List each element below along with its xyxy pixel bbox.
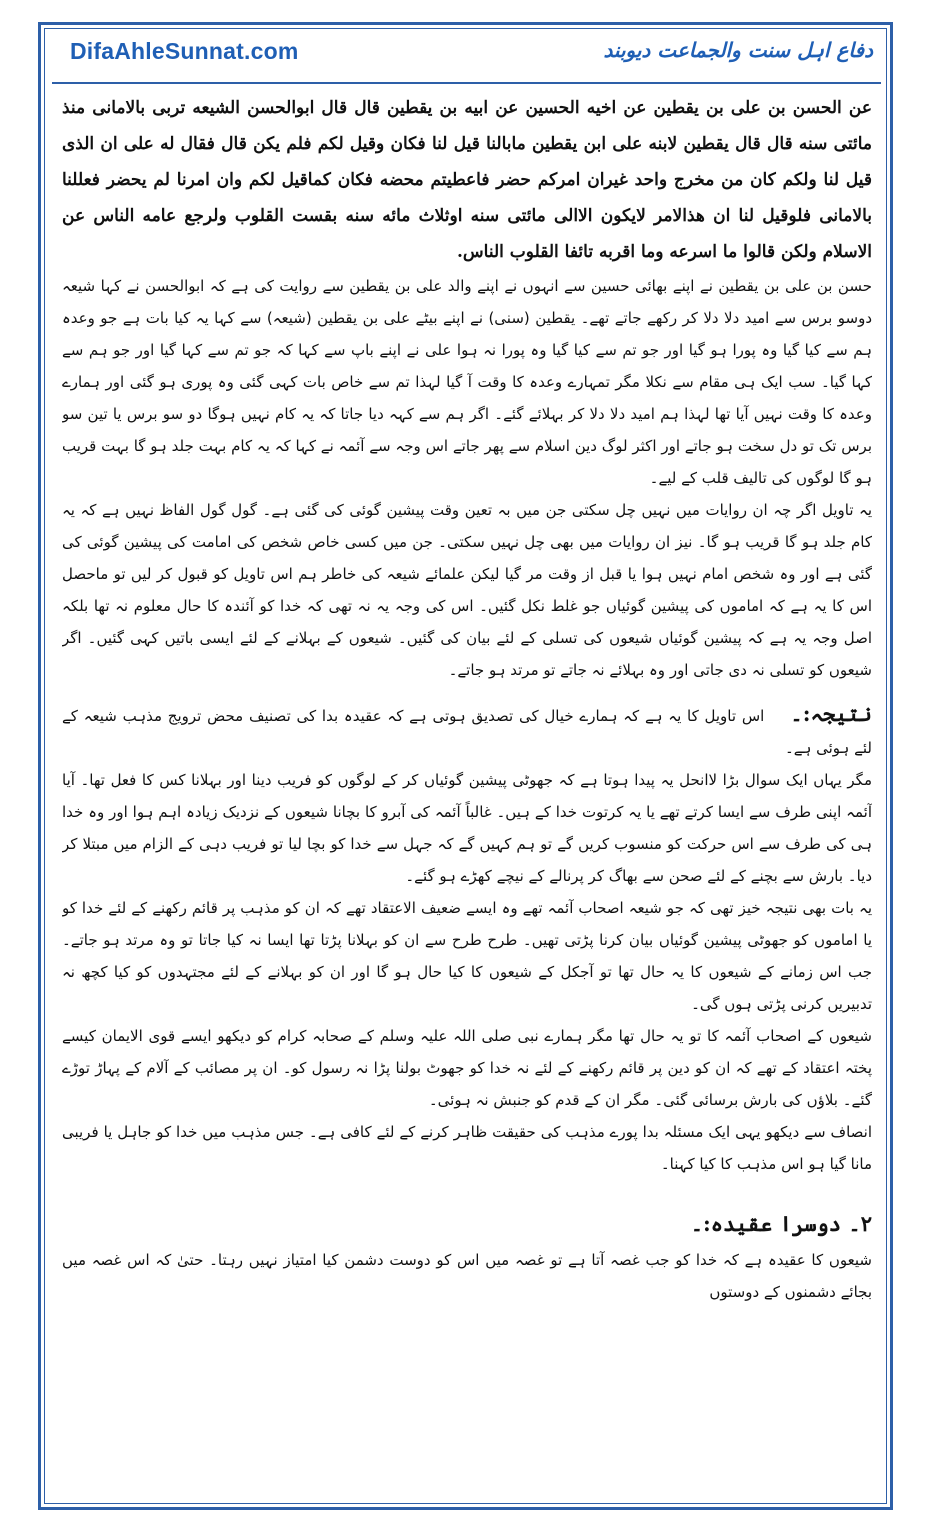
page-header <box>52 34 881 80</box>
paragraph-justice: انصاف سے دیکھو یہی ایک مسئلہ بدا پورے مذہب کی حقیقت ظاہر کرنے کے لئے کافی ہے۔ جس مذہب میں خدا کو جاہل یا فریبی مانا گیا ہو اس مذہب کا کیا کہنا۔ <box>62 1123 872 1173</box>
paragraph-second-belief: شیعوں کا عقیدہ ہے کہ خدا کو جب غصہ آتا ہے تو غصہ میں اس کو دوست دشمن کیا امتیاز نہیں رہتا۔ حتیٰ کہ اس غصہ میں بجائے دشمنوں کے دوستوں <box>62 1251 872 1301</box>
header-divider <box>52 82 881 84</box>
arabic-narration: عن الحسن بن علی بن يقطين عن اخيه الحسين عن ابيه بن يقطين قال قال ابوالحسن الشيعه تربى بالامانى منذ مائتى سنه قال قال يقطين لابنه على ابن يقطين مابالنا قيل لنا فكان وقيل لكم فلم يكن قال فقال له على ان الذى قيل لنا ولكم كان من مخرج واحد غيران امركم حضر فاعطيتم محضه فكان كماقيل لكم وان امرنا لم يحضر فعللنا بالامانى فلوقيل لنا ان هذالامر لايكون الاالى مائتى سنه اوثلاث مائه سنه بقست القلوب ولرجع عامه الناس عن الاسلام ولكن قالوا ما اسرعه وما اقربه تائفا القلوب الناس. <box>62 98 872 262</box>
site-name[interactable]: DifaAhleSunnat.com <box>70 38 299 64</box>
section-heading-second-belief: ۲۔ دوسرا عقیدہ:۔ <box>690 1211 872 1236</box>
result-label: نتیجہ:۔ <box>790 701 872 726</box>
paragraph-translation: حسن بن علی بن یقطین نے اپنے بھائی حسین سے انہوں نے اپنے والد علی بن یقطین سے روایت کی ہے کہ ابوالحسن نے کہا شیعہ دوسو برس سے امید دلا دلا کر رکھے جاتے تھے۔ یقطین (سنی) نے اپنے بیٹے علی بن یقطین (شیعہ) سے کہا یہ کیا بات ہے جو وعدہ ہم سے کیا گیا وہ پورا ہو گیا اور جو تم سے کیا گیا وہ پورا نہ ہوا علی نے اپنے باپ سے کہا کہ جو تم سے کہا گیا اور جو ہم سے کہا گیا۔ سب ایک ہی مقام سے نکلا مگر تمہارے وعدہ کا وقت آ گیا لہذا تم سے خاص بات کہی گئی وہ پوری ہو گئی اور ہمارے وعدہ کا وقت نہیں آیا تھا لہذا ہم امید دلا دلا کر بہلائے گئے۔ اگر ہم سے کہہ دیا جاتا کہ یہ کام نہیں ہوگا دو سو برس یا تین سو برس تک تو دل سخت ہو جاتے اور اکثر لوگ دین اسلام سے پھر جاتے اس وجہ سے آئمہ نے کہا کہ یہ کام بہت جلد ہو گا بہت قریب ہو گا لوگوں کی تالیف قلب کے لیے۔ <box>62 277 872 487</box>
result-block <box>62 700 872 764</box>
organization-title: دفاع اہل سنت والجماعت دیوبند <box>603 38 873 62</box>
paragraph-weak-faith: یہ بات بھی نتیجہ خیز تھی کہ جو شیعہ اصحاب آئمہ تھے وہ ایسے ضعیف الاعتقاد تھے کہ ان کو مذہب پر قائم رکھنے کے لئے خدا کو یا اماموں کو جھوٹی پیشین گوئیاں بیان کرنا پڑتی تھیں۔ طرح طرح سے ان کو بہلانا پڑتا تھا ایسا نہ کیا جاتا تو وہ مرتد ہو جاتے۔ جب اس زمانے کے شیعوں کا یہ حال تھا تو آجکل کے شیعوں کا کیا حال ہو گا اور ان کو بہلانے کے لئے مجتہدوں کو کیا کچھ نہ تدبیریں کرنی پڑتی ہوں گی۔ <box>62 899 872 1013</box>
page-content <box>62 90 872 1500</box>
paragraph-interpretation: یہ تاویل اگر چہ ان روایات میں نہیں چل سکتی جن میں بہ تعین وقت پیشین گوئی کی گئی ہے۔ گول گول الفاظ نہیں ہے کہ یہ کام جلد ہو گا قریب ہو گا۔ نیز ان روایات میں بھی چل نہیں سکتی۔ جن میں کسی خاص شخص کی امامت کی پیشین گوئی کی گئی ہے اور وہ شخص امام نہیں ہوا یا قبل از وقت مر گیا لیکن علمائے شیعہ کی خاطر ہم اس تاویل کو قبول کر لیں تو ماحصل اس کا یہ ہے کہ اماموں کی پیشین گوئیاں جو غلط نکل گئیں۔ اس کی وجہ یہ نہ تھی کہ خدا کو آئندہ کا حال معلوم نہ تھا بلکہ اصل وجہ یہ ہے کہ پیشین گوئیاں شیعوں کی تسلی کے لئے بیان کی گئیں۔ شیعوں کے بہلانے کے لئے ایسی باتیں کہی گئیں۔ اگر شیعوں کو تسلی نہ دی جاتی اور وہ بہلائے نہ جاتے تو مرتد ہو جاتے۔ <box>62 501 872 679</box>
paragraph-question: مگر یہاں ایک سوال بڑا لاانحل یہ پیدا ہوتا ہے کہ جھوٹی پیشین گوئیاں کر کے لوگوں کو فریب دینا اور بہلانا کس کا فعل تھا۔ آیا آئمہ اپنی طرف سے ایسا کرتے تھے یا یہ کرتوت خدا کے ہیں۔ غالباً آئمہ کی آبرو کا بچانا شیعوں کے نزدیک زیادہ اہم ہوا اور وہ خدا ہی کی طرف سے اس حرکت کو منسوب کریں گے تو ہم کہیں گے کہ جہل سے خدا کو بچا لیا تو فریب دہی کے الزام میں مبتلا کر دیا۔ بارش سے بچنے کے لئے صحن سے بھاگ کر پرنالے کے نیچے کھڑے ہو گئے۔ <box>62 771 872 885</box>
result-text: اس تاویل کا یہ ہے کہ ہمارے خیال کی تصدیق ہوتی ہے کہ عقیدہ بدا کی تصنیف محض ترویج مذہب شیعہ کے لئے ہوئی ہے۔ <box>62 707 872 757</box>
paragraph-companions: شیعوں کے اصحاب آئمہ کا تو یہ حال تھا مگر ہمارے نبی صلی اللہ علیہ وسلم کے صحابہ کرام کو دیکھو ایسے قوی الایمان کیسے پختہ اعتقاد کے تھے کہ ان کو دین پر قائم رکھنے کے لئے نہ خدا کو جھوٹ بولنا پڑا نہ رسول کو۔ ان پر مصائب کے آلام کے پہاڑ توڑے گئے۔ بلاؤں کی بارش برسائی گئی۔ مگر ان کے قدم کو جنبش نہ ہوئی۔ <box>62 1027 872 1109</box>
